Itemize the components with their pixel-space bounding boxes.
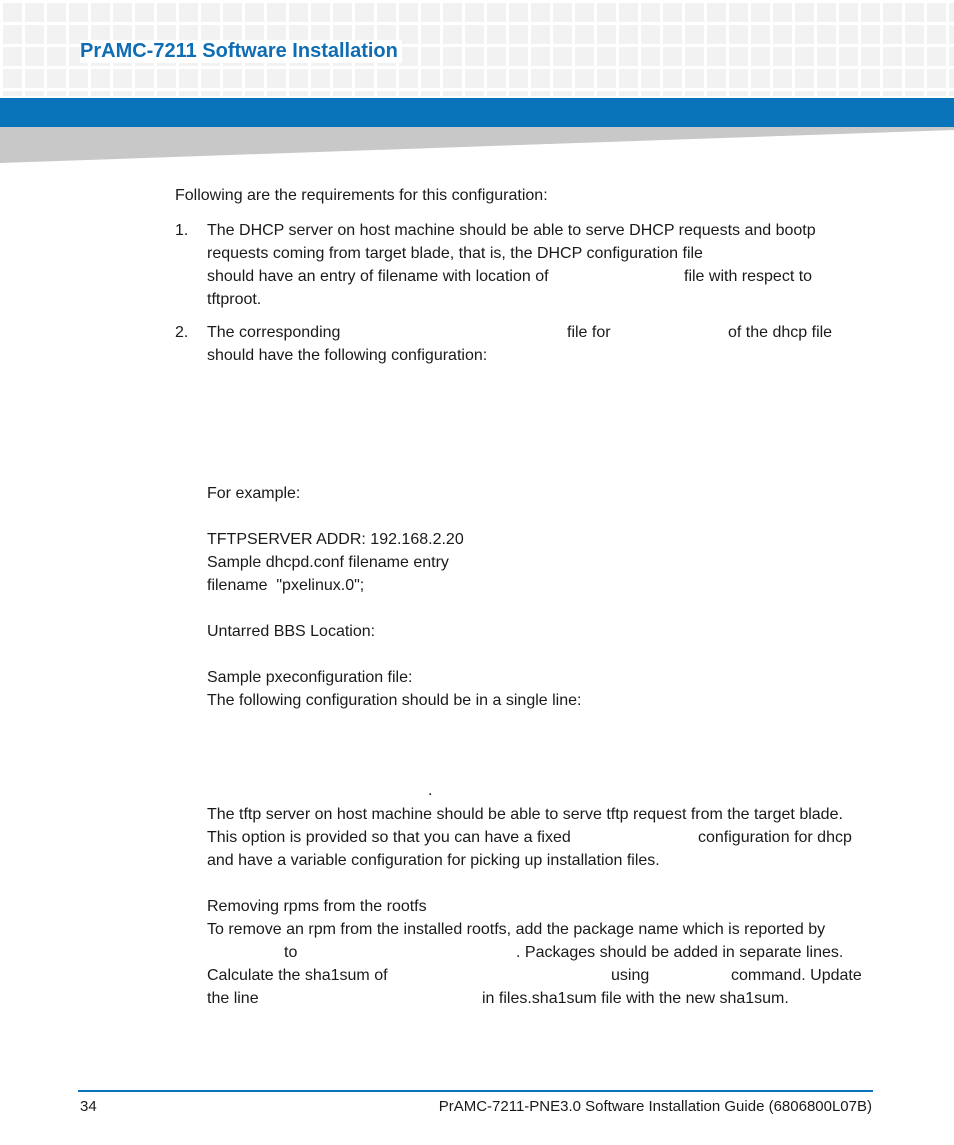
removing-para-line-3b: using [611, 967, 650, 984]
item-1-line-3a: should have an entry of filename with location of [207, 268, 549, 285]
item-2-line-1a: The corresponding [207, 324, 341, 341]
item-2-line-2: should have the following configuration: [207, 347, 488, 364]
trailing-period: . [428, 782, 433, 799]
filename-entry: filename "pxelinux.0"; [207, 577, 365, 594]
page-title: PrAMC-7211 Software Installation [80, 40, 402, 63]
removing-para-line-2b: . Packages should be added in separate lines. [516, 944, 844, 961]
removing-para-line-4b: in files.sha1sum file with the new sha1sum. [482, 990, 789, 1007]
removing-para-line-2a: to [284, 944, 298, 961]
dhcpd-entry-label: Sample dhcpd.conf filename entry [207, 554, 449, 571]
tftp-para-line-1: The tftp server on host machine should be able to serve tftp request from the target blade. [207, 806, 843, 823]
tftp-para-line-2a: This option is provided so that you can have a fixed [207, 829, 571, 846]
item-1-line-1: The DHCP server on host machine should be able to serve DHCP requests and bootp [207, 222, 816, 239]
item-1-number: 1. [175, 222, 189, 239]
footer-doc-title: PrAMC-7211-PNE3.0 Software Installation Guide (6806800L07B) [438, 1098, 872, 1115]
removing-para-line-1: To remove an rpm from the installed rootfs, add the package name which is reported by [207, 921, 826, 938]
untarred-location-label: Untarred BBS Location: [207, 623, 376, 640]
header-blue-bar [0, 98, 954, 127]
tftp-para-line-2b: configuration for dhcp [698, 829, 852, 846]
item-2-number: 2. [175, 324, 189, 341]
removing-para-line-3a: Calculate the sha1sum of [207, 967, 388, 984]
item-1-line-2: requests coming from target blade, that is, the DHCP configuration file [207, 245, 703, 262]
intro-text: Following are the requirements for this configuration: [175, 187, 548, 204]
header-grey-swoosh [0, 127, 954, 163]
tftp-para-line-3: and have a variable configuration for picking up installation files. [207, 852, 660, 869]
example-label: For example: [207, 485, 301, 502]
footer-rule [78, 1090, 873, 1092]
pxe-sample-label: Sample pxeconfiguration file: [207, 669, 413, 686]
page-number: 34 [80, 1098, 97, 1115]
item-2-line-1c: of the dhcp file [728, 324, 833, 341]
tftp-server-addr: TFTPSERVER ADDR: 192.168.2.20 [207, 531, 464, 548]
removing-rpms-heading: Removing rpms from the rootfs [207, 898, 427, 915]
item-1-line-4: tftproot. [207, 291, 262, 308]
item-1-line-3b: file with respect to [684, 268, 813, 285]
removing-para-line-4a: the line [207, 990, 259, 1007]
removing-para-line-3c: command. Update [731, 967, 862, 984]
item-2-line-1b: file for [567, 324, 611, 341]
single-line-note: The following configuration should be in a single line: [207, 692, 582, 709]
